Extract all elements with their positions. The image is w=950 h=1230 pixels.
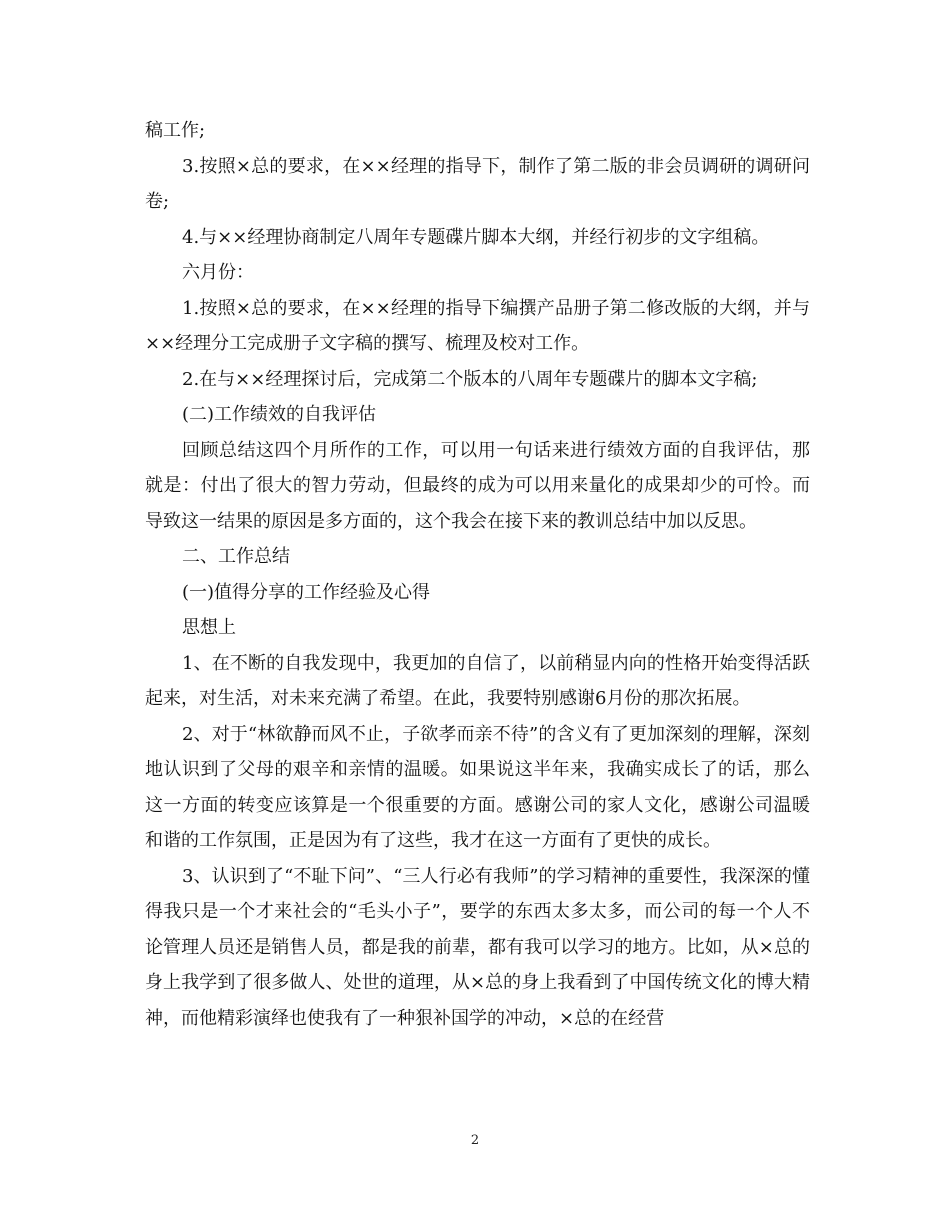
paragraph: 1、在不断的自我发现中，我更加的自信了，以前稍显内向的性格开始变得活跃起来，对生活，对未来充满了希望。在此，我要特别感谢6月份的那次拓展。 — [145, 652, 810, 709]
subheading: (二)工作绩效的自我评估 — [182, 404, 377, 425]
paragraph: 4.与××经理协商制定八周年专题碟片脚本大纲，并经行初步的文字组稿。 — [182, 226, 770, 248]
subheading: 思想上 — [182, 617, 236, 638]
paragraph: 3、认识到了“不耻下问”、“三人行必有我师”的学习精神的重要性，我深深的懂得我只是一个才来社会的“毛头小子”，要学的东西太多太多，而公司的每一个人不论管理人员还是销售人员，都是我的前辈，都有我可以学习的地方。比如，从×总的身上我学到了很多做人、处世的道理，从×总的身上我看到了中国传统文化的博大精神，而他精彩演绎也使我有了一种狠补国学的冲动，×总的在经营 — [145, 865, 811, 1029]
paragraph: 1.按照×总的要求，在××经理的指导下编撰产品册子第二修改版的大纲，并与××经理分工完成册子文字稿的撰写、梳理及校对工作。 — [145, 297, 810, 354]
paragraph: 2.在与××经理探讨后，完成第二个版本的八周年专题碟片的脚本文字稿; — [182, 368, 758, 390]
section-heading: 二、工作总结 — [182, 546, 290, 567]
paragraph: 3.按照×总的要求，在××经理的指导下，制作了第二版的非会员调研的调研问卷; — [145, 155, 810, 212]
subheading: (一)值得分享的工作经验及心得 — [182, 581, 431, 603]
section-label: 六月份： — [182, 262, 254, 283]
paragraph: 2、对于“林欲静而风不止，子欲孝而亲不待”的含义有了更加深刻的理解，深刻地认识到了父母的艰辛和亲情的温暖。如果说这半年来，我确实成长了的话，那么这一方面的转变应该算是一个很重要的方面。感谢公司的家人文化，感谢公司温暖和谐的工作氛围，正是因为有了这些，我才在这一方面有了更快的成长。 — [145, 723, 810, 851]
document-body — [145, 113, 810, 1036]
paragraph: 稿工作; — [145, 120, 206, 141]
paragraph: 回顾总结这四个月所作的工作，可以用一句话来进行绩效方面的自我评估，那就是：付出了很大的智力劳动，但最终的成为可以用来量化的成果却少的可怜。而导致这一结果的原因是多方面的，这个我会在接下来的教训总结中加以反思。 — [145, 439, 810, 532]
page-number: 2 — [470, 1133, 480, 1148]
